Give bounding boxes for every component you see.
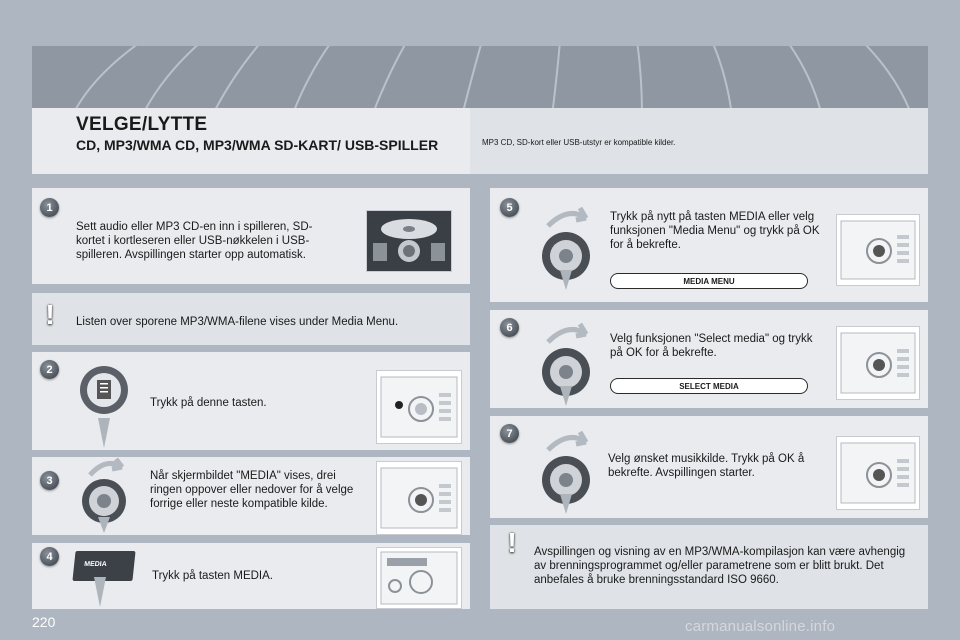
head-unit-image [376,547,462,609]
warning-1-panel [32,293,470,345]
menu-button-icon [76,362,132,448]
warning-icon: ! [45,299,55,330]
head-unit-image [836,436,920,510]
step-6-badge: 6 [500,318,519,337]
step-5-panel [490,188,928,302]
step-7-text: Velg ønsket musikkilde. Trykk på OK å bekrefte. Avspillingen starter. [608,453,805,479]
rotary-knob-icon [538,204,598,290]
select-media-pill: SELECT MEDIA [610,378,808,394]
compatible-sources-note: MP3 CD, SD-kort eller USB-utstyr er kompatible kilder. [482,138,676,147]
step-2-badge: 2 [40,360,59,379]
header-section [32,108,470,174]
decorative-banner [32,46,928,110]
step-6-text: Velg funksjonen "Select media" og trykk på OK for å bekrefte. [610,333,813,359]
step-2-panel [32,352,470,450]
step-4-panel [32,543,470,609]
warning-1-text: Listen over sporene MP3/WMA-filene vises under Media Menu. [76,316,399,328]
head-unit-image [376,461,462,535]
page-number: 220 [32,614,56,630]
page-title: VELGE/LYTTE [76,114,208,135]
page-subtitle: CD, MP3/WMA CD, MP3/WMA SD-KART/ USB-SPILLER [76,137,439,153]
media-button-label: MEDIA [83,561,108,568]
rotary-knob-icon [76,457,136,533]
press-arrow-icon [90,577,110,607]
step-3-badge: 3 [40,471,59,490]
step-6-panel [490,310,928,408]
step-1-badge: 1 [40,198,59,217]
step-5-badge: 5 [500,198,519,217]
step-3-panel [32,457,470,535]
step-7-panel [490,416,928,518]
step-4-text: Trykk på tasten MEDIA. [152,570,273,582]
warning-icon: ! [507,527,517,558]
watermark: carmanualsonline.info [685,618,836,635]
head-unit-image [836,214,920,286]
head-unit-image [836,326,920,400]
step-4-badge: 4 [40,547,59,566]
step-3-text: Når skjermbildet "MEDIA" vises, drei ringen oppover eller nedover for å velge forrige eller neste kompatible kilde. [150,470,354,510]
step-2-text: Trykk på denne tasten. [150,397,267,409]
cd-player-photo [366,210,452,272]
warning-2-panel [490,525,928,609]
rotary-knob-icon [538,320,598,406]
step-1-text: Sett audio eller MP3 CD-en inn i spilleren, SD-kortet i kortleseren eller USB-nøkkelen i USB-spilleren. Avspillingen starter opp automatisk. [76,221,313,261]
step-7-badge: 7 [500,424,519,443]
rotary-knob-icon [538,428,598,514]
step-5-text: Trykk på nytt på tasten MEDIA eller velg funksjonen "Media Menu" og trykk på OK for å bekrefte. [610,211,820,251]
header-note-section [470,108,928,174]
step-1-panel [32,188,470,284]
warning-2-text: Avspillingen og visning av en MP3/WMA-kompilasjon kan være avhengig av brenningsprogrammet og/eller parametrene som er blitt brukt. Det anbefales å bruke brenningsstandard ISO 9660. [534,546,906,586]
media-menu-pill: MEDIA MENU [610,273,808,289]
head-unit-image [376,370,462,444]
